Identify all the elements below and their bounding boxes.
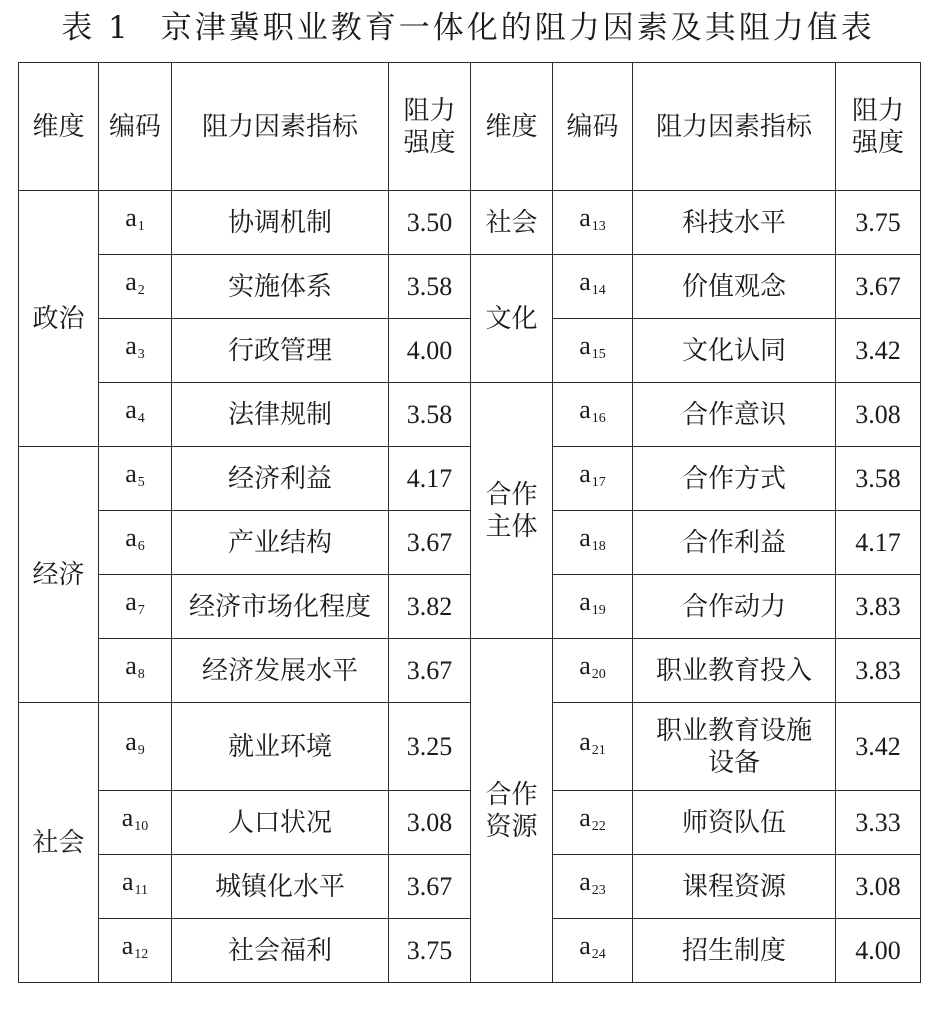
indicator-cell: 行政管理: [172, 319, 389, 383]
indicator-cell: 经济发展水平: [172, 639, 389, 703]
code-cell: $a_3$: [99, 319, 172, 383]
code-cell: $a_5$: [99, 447, 172, 511]
value-cell: 3.83: [836, 575, 921, 639]
code-cell: $a_2$: [99, 255, 172, 319]
indicator-cell: 职业教育投入: [633, 639, 836, 703]
code-cell: $a_4$: [99, 383, 172, 447]
value-cell: 3.75: [389, 919, 471, 983]
value-cell: 3.67: [389, 511, 471, 575]
value-cell: 3.08: [836, 855, 921, 919]
code-cell: $a_{11}$: [99, 855, 172, 919]
table-row: [19, 703, 921, 791]
value-cell: 3.25: [389, 703, 471, 791]
code-cell: $a_1$: [99, 191, 172, 255]
code-cell: $a_{23}$: [553, 855, 633, 919]
indicator-cell: 科技水平: [633, 191, 836, 255]
indicator-cell: 合作意识: [633, 383, 836, 447]
table-title: [0, 8, 936, 48]
code-cell: $a_{21}$: [553, 703, 633, 791]
code-cell: $a_{17}$: [553, 447, 633, 511]
code-cell: $a_{14}$: [553, 255, 633, 319]
table-row: [19, 511, 921, 575]
value-cell: 3.67: [389, 639, 471, 703]
value-cell: 3.67: [389, 855, 471, 919]
value-cell: 3.58: [389, 255, 471, 319]
value-cell: 3.58: [836, 447, 921, 511]
dimension-culture: 文化: [471, 255, 553, 383]
value-cell: 3.50: [389, 191, 471, 255]
table-row: [19, 575, 921, 639]
table-row: [19, 255, 921, 319]
value-cell: 4.00: [836, 919, 921, 983]
header-indicator: 阻力因素指标: [172, 63, 389, 191]
code-cell: $a_{24}$: [553, 919, 633, 983]
indicator-cell: 招生制度: [633, 919, 836, 983]
code-cell: $a_{18}$: [553, 511, 633, 575]
header-dimension: 维度: [19, 63, 99, 191]
code-cell: $a_{19}$: [553, 575, 633, 639]
indicator-cell: 社会福利: [172, 919, 389, 983]
value-cell: 3.58: [389, 383, 471, 447]
indicator-cell: 经济利益: [172, 447, 389, 511]
dimension-society: 社会: [19, 703, 99, 983]
indicator-cell: 协调机制: [172, 191, 389, 255]
resistance-table: [18, 62, 921, 983]
indicator-cell: 课程资源: [633, 855, 836, 919]
code-cell: $a_9$: [99, 703, 172, 791]
code-cell: $a_{16}$: [553, 383, 633, 447]
table-number: 表 1: [61, 10, 131, 46]
dimension-politics: 政治: [19, 191, 99, 447]
code-cell: $a_{15}$: [553, 319, 633, 383]
value-cell: 3.75: [836, 191, 921, 255]
value-cell: 3.42: [836, 703, 921, 791]
header-row: [19, 63, 921, 191]
value-cell: 4.17: [389, 447, 471, 511]
code-cell: $a_{20}$: [553, 639, 633, 703]
value-cell: 3.08: [389, 791, 471, 855]
indicator-cell: 职业教育设施 设备: [633, 703, 836, 791]
value-cell: 4.17: [836, 511, 921, 575]
code-cell: $a_8$: [99, 639, 172, 703]
table-row: [19, 919, 921, 983]
indicator-cell: 产业结构: [172, 511, 389, 575]
indicator-cell: 实施体系: [172, 255, 389, 319]
value-cell: 3.67: [836, 255, 921, 319]
code-cell: $a_{10}$: [99, 791, 172, 855]
code-cell: $a_{12}$: [99, 919, 172, 983]
indicator-cell: 城镇化水平: [172, 855, 389, 919]
table-row: [19, 639, 921, 703]
value-cell: 3.33: [836, 791, 921, 855]
indicator-cell: 合作动力: [633, 575, 836, 639]
value-cell: 4.00: [389, 319, 471, 383]
dimension-society-2: 社会: [471, 191, 553, 255]
code-cell: $a_6$: [99, 511, 172, 575]
header-indicator-2: 阻力因素指标: [633, 63, 836, 191]
code-cell: $a_{22}$: [553, 791, 633, 855]
table-row: [19, 383, 921, 447]
table-row: [19, 791, 921, 855]
dimension-economy: 经济: [19, 447, 99, 703]
indicator-cell: 人口状况: [172, 791, 389, 855]
table-row: [19, 191, 921, 255]
header-dimension-2: 维度: [471, 63, 553, 191]
value-cell: 3.08: [836, 383, 921, 447]
indicator-cell: 合作利益: [633, 511, 836, 575]
indicator-cell: 就业环境: [172, 703, 389, 791]
table-row: [19, 855, 921, 919]
value-cell: 3.82: [389, 575, 471, 639]
indicator-cell: 合作方式: [633, 447, 836, 511]
dimension-coop-resource: 合作 资源: [471, 639, 553, 983]
dimension-coop-subject: 合作 主体: [471, 383, 553, 639]
indicator-cell: 师资队伍: [633, 791, 836, 855]
code-cell: $a_7$: [99, 575, 172, 639]
table-row: [19, 319, 921, 383]
header-code-2: 编码: [553, 63, 633, 191]
indicator-cell: 价值观念: [633, 255, 836, 319]
value-cell: 3.42: [836, 319, 921, 383]
indicator-cell: 法律规制: [172, 383, 389, 447]
table-caption: 京津冀职业教育一体化的阻力因素及其阻力值表: [160, 10, 875, 46]
value-cell: 3.83: [836, 639, 921, 703]
indicator-cell: 经济市场化程度: [172, 575, 389, 639]
header-strength-2: 阻力 强度: [836, 63, 921, 191]
indicator-cell: 文化认同: [633, 319, 836, 383]
header-code: 编码: [99, 63, 172, 191]
code-cell: $a_{13}$: [553, 191, 633, 255]
table-row: [19, 447, 921, 511]
header-strength: 阻力 强度: [389, 63, 471, 191]
